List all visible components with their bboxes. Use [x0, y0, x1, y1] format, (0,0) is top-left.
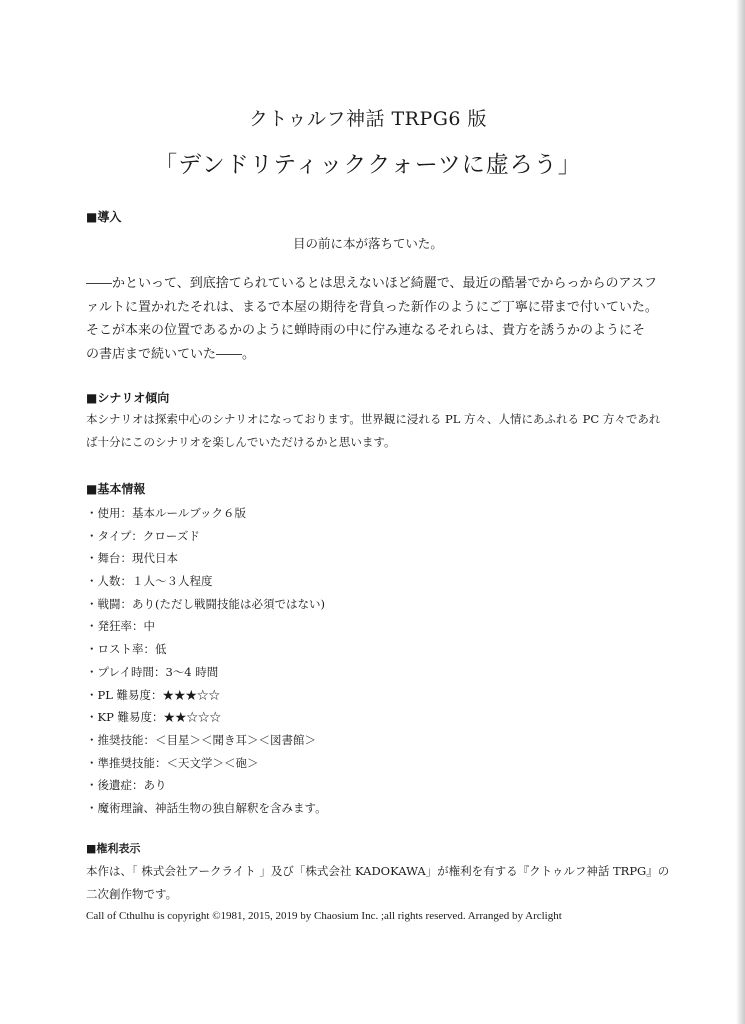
intro-paragraph-line: の書店まで続いていた――。	[86, 346, 256, 362]
list-item: ・舞台：現代日本	[86, 551, 178, 566]
copyright-notice: Call of Cthulhu is copyright ©1981, 2015, 2019 by Chaosium Inc. ;all rights reserved. Arranged by Arclight	[86, 910, 562, 922]
basic-info-heading: ■基本情報	[86, 482, 146, 496]
intro-paragraph-line: そこが本来の位置であるかのように蝉時雨の中に佇み連なるそれらは、貴方を誘うかのようにそ	[86, 323, 646, 338]
scenario-title: 「デンドリティッククォーツに虚ろう」	[154, 152, 582, 178]
rights-line: 二次創作物です。	[86, 887, 178, 901]
list-item: ・使用：基本ルールブック６版	[86, 506, 246, 520]
intro-heading: ■導入	[86, 210, 122, 224]
list-item: ・後遺症：あり	[86, 778, 167, 793]
rights-heading: ■権利表示	[86, 842, 141, 855]
list-item: ・PL 難易度：★★★☆☆	[86, 687, 221, 702]
list-item: ・プレイ時間：3～4 時間	[86, 664, 219, 679]
intro-paragraph-line: ――かといって、到底捨てられているとは思えないほど綺麗で、最近の酷暑でからっからのアスフ	[86, 276, 657, 291]
list-item: ・魔術理論、神話生物の独自解釈を含みます。	[86, 800, 327, 815]
tendency-line: ば十分にこのシナリオを楽しんでいただけるかと思います。	[86, 435, 396, 449]
system-title: クトゥルフ神話 TRPG6 版	[248, 108, 488, 130]
tendency-heading: ■シナリオ傾向	[86, 391, 170, 405]
list-item: ・KP 難易度：★★☆☆☆	[86, 710, 221, 725]
tendency-line: 本シナリオは探索中心のシナリオになっております。世界観に浸れる PL 方々、人情にあふれる PC 方々であれ	[86, 412, 661, 426]
intro-paragraph	[86, 272, 661, 366]
list-item: ・人数：１人～３人程度	[86, 574, 213, 589]
rights-line: 本作は、「 株式会社アークライト 」及び「株式会社 KADOKAWA」が権利を有する『クトゥルフ神話 TRPG』の	[86, 864, 670, 878]
tendency-text	[86, 408, 660, 454]
list-item: ・準推奨技能：＜天文学＞＜砲＞	[86, 755, 259, 770]
intro-opening-line: 目の前に本が落ちていた。	[293, 236, 443, 251]
list-item: ・ロスト率：低	[86, 642, 167, 657]
list-item: ・推奨技能：＜目星＞＜聞き耳＞＜図書館＞	[86, 732, 316, 747]
list-item: ・タイプ：クローズド	[86, 528, 200, 543]
list-item: ・発狂率：中	[86, 619, 155, 634]
intro-paragraph-line: ァルトに置かれたそれは、まるで本屋の期待を背負った新作のようにご丁寧に帯まで付いていた。	[86, 299, 658, 315]
list-item: ・戦闘：あり(ただし戦闘技能は必須ではない)	[86, 596, 325, 611]
page-edge-shadow	[736, 0, 745, 1024]
basic-info-list	[86, 502, 327, 820]
rights-text	[86, 860, 669, 906]
